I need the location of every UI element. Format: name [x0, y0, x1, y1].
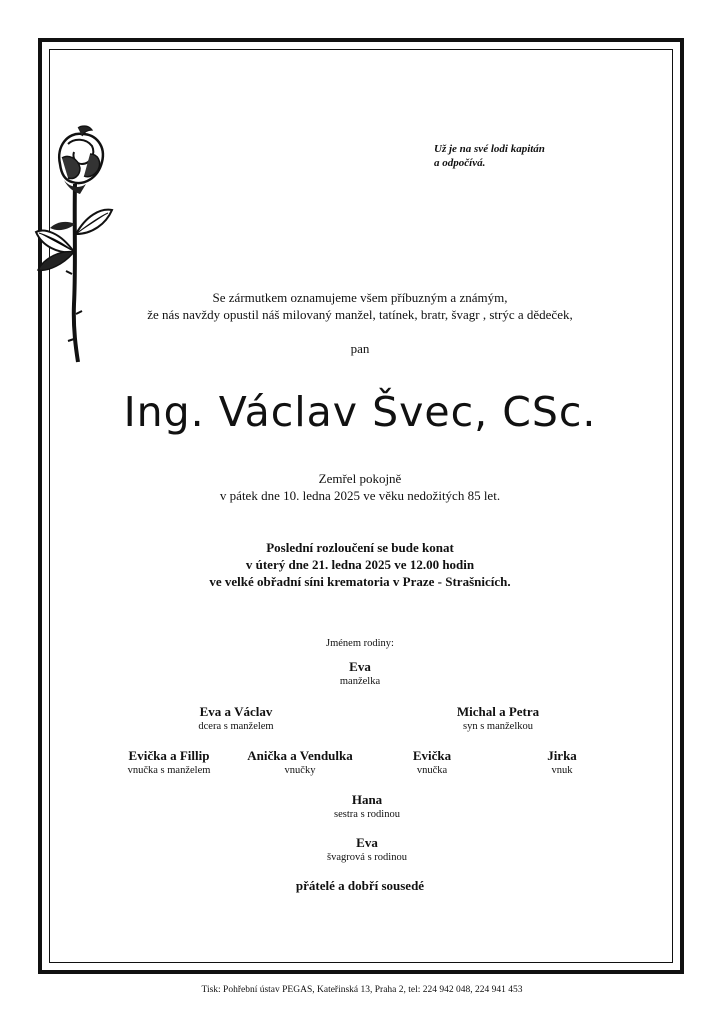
family-member-relation: vnučky: [284, 765, 316, 776]
funeral-line-2: v úterý dne 21. ledna 2025 ve 12.00 hodin: [245, 557, 475, 572]
family-member-name: Eva: [356, 835, 378, 850]
rose-icon: [34, 124, 116, 364]
family-member-relation: vnučka: [416, 765, 448, 776]
on-behalf-label: Jménem rodiny:: [326, 638, 394, 649]
funeral-line-3: ve velké obřadní síni krematoria v Praze - Strašnicích.: [209, 574, 511, 589]
family-member: [156, 704, 316, 734]
family-member: [482, 748, 642, 778]
family-member: [287, 792, 447, 822]
family-member-relation: dcera s manželem: [198, 721, 274, 732]
family-member-relation: sestra s rodinou: [334, 809, 400, 820]
death-line-2: v pátek dne 10. ledna 2025 ve věku nedožitých 85 let.: [219, 488, 501, 503]
family-member-relation: vnučka s manželem: [127, 765, 211, 776]
friends-signature: přátelé a dobří sousedé: [295, 878, 425, 893]
motto: [434, 142, 545, 170]
death-notice: [60, 470, 660, 504]
family-member-relation: syn s manželkou: [463, 721, 533, 732]
family-member: [280, 659, 440, 689]
family-member-name: Evička: [412, 748, 452, 763]
family-member-relation: vnuk: [551, 765, 573, 776]
death-line-1: Zemřel pokojně: [318, 471, 402, 486]
family-member-relation: švagrová s rodinou: [327, 852, 407, 863]
family-member-name: Jirka: [547, 748, 577, 763]
family-member-relation: manželka: [339, 676, 381, 687]
deceased-name: Ing. Václav Švec, CSc.: [123, 388, 597, 436]
family-member-name: Eva a Václav: [199, 704, 273, 719]
family-member: [418, 704, 578, 734]
intro-line-2: že nás navždy opustil náš milovaný manžel, tatínek, bratr, švagr , strýc a dědeček,: [147, 307, 573, 322]
inner-border: [49, 49, 673, 963]
printer-footer: Tisk: Pohřební ústav PEGAS, Kateřinská 13, Praha 2, tel: 224 942 048, 224 941 453: [201, 985, 523, 995]
family-member-name: Evička a Fillip: [128, 748, 210, 763]
family-member-name: Eva: [349, 659, 371, 674]
family-member-name: Hana: [351, 792, 383, 807]
announcement-intro: [60, 289, 660, 323]
funeral-line-1: Poslední rozloučení se bude konat: [266, 540, 454, 555]
family-member-name: Anička a Vendulka: [247, 748, 353, 763]
intro-line-1: Se zármutkem oznamujeme všem příbuzným a známým,: [212, 290, 508, 305]
honorific: pan: [350, 341, 370, 356]
family-member: [287, 835, 447, 865]
funeral-info: [60, 539, 660, 590]
family-member-name: Michal a Petra: [456, 704, 540, 719]
motto-line-2: a odpočívá.: [434, 157, 486, 169]
motto-line-1: Už je na své lodi kapitán: [434, 143, 545, 155]
